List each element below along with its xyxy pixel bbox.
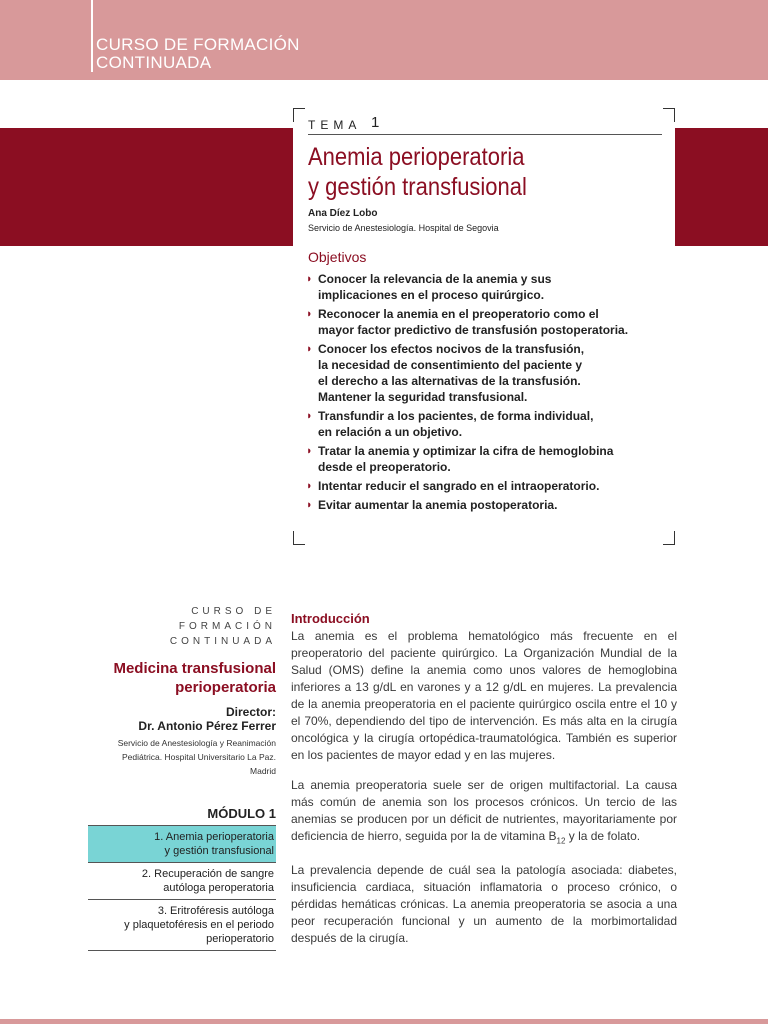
bullet-icon: ◗ <box>306 499 313 511</box>
section-heading: Introducción <box>291 611 370 626</box>
paragraph <box>291 777 677 849</box>
corner-mark <box>293 531 294 545</box>
objective-item <box>306 341 676 405</box>
objective-item <box>306 408 676 440</box>
objective-item <box>306 443 676 475</box>
footer-band <box>0 1019 768 1024</box>
bullet-icon: ◗ <box>306 410 313 422</box>
module-item-2[interactable]: 2. Recuperación de sangre autóloga peroperatoria <box>88 863 276 900</box>
header-brand-line2: CONTINUADA <box>96 53 212 72</box>
bullet-icon: ◗ <box>306 343 313 355</box>
objectives-panel <box>293 108 675 545</box>
objective-item <box>306 271 676 303</box>
objective-text: Conocer los efectos nocivos de la transfusión, la necesidad de consentimiento del paciente y el derecho a las alternativas de la transfusión. Mantener la seguridad transfusional. <box>318 342 585 404</box>
header-brand-line1: CURSO DE FORMACIÓN <box>96 35 300 54</box>
module-heading: MÓDULO 1 <box>88 806 276 826</box>
objective-text: Transfundir a los pacientes, de forma individual, en relación a un objetivo. <box>318 409 594 439</box>
header-divider <box>91 0 93 72</box>
article-title-line1: Anemia perioperatoria <box>308 143 525 171</box>
paragraph-text: La anemia preoperatoria suele ser de origen multifactorial. La causa más común de anemia son los procesos crónicos. Un tercio de las anemias se producen por un déficit de nutrientes, mayoritariamente por deficiencia de hierro, seguida por la de vitamina B <box>291 778 677 843</box>
objective-item <box>306 306 676 338</box>
tema-number: 1 <box>371 114 380 131</box>
sidebar-brand-line3: CONTINUADA <box>169 636 276 647</box>
tema-label: TEMA <box>308 118 362 132</box>
director-name: Dr. Antonio Pérez Ferrer <box>138 719 276 733</box>
objectives-heading: Objetivos <box>308 249 367 265</box>
article-affiliation: Servicio de Anestesiología. Hospital de Segovia <box>308 223 499 233</box>
objective-item <box>306 497 676 513</box>
sidebar-brand-line2: FORMACIÓN <box>178 621 276 632</box>
objective-text: Evitar aumentar la anemia postoperatoria. <box>318 498 558 512</box>
bullet-icon: ◗ <box>306 308 313 320</box>
article-title-line2: y gestión transfusional <box>308 173 527 201</box>
course-title <box>88 659 276 697</box>
objective-text: Intentar reducir el sangrado en el intraoperatorio. <box>318 479 600 493</box>
director-label: Director: <box>225 705 276 719</box>
corner-mark <box>674 531 675 545</box>
corner-mark <box>674 108 675 122</box>
bullet-icon: ◗ <box>306 480 313 492</box>
objective-text: Tratar la anemia y optimizar la cifra de hemoglobina desde el preoperatorio. <box>318 444 614 474</box>
objective-text: Conocer la relevancia de la anemia y sus implicaciones en el proceso quirúrgico. <box>318 272 552 302</box>
corner-mark <box>293 108 305 109</box>
director-affil-line3: Madrid <box>250 766 276 776</box>
director-affiliation <box>88 736 276 778</box>
main-text <box>291 610 677 960</box>
bullet-icon: ◗ <box>306 445 313 457</box>
article-title <box>308 142 625 202</box>
corner-mark <box>293 544 305 545</box>
director-affil-line1: Servicio de Anestesiología y Reanimación <box>117 738 276 748</box>
paragraph: La anemia es el problema hematológico más frecuente en el preoperatorio del paciente quirúrgico. La Organización Mundial de la Salud (OMS) define la anemia como unos valores de hemoglobina inferiores a 13 g/dL en varones y a 12 g/dL en mujeres. La prevalencia de la anemia preoperatoria en el paciente quirúrgico oscila entre el 10 y el 70%, dependiendo del tipo de intervención. Es más alta en la cirugía oncológica y la cirugía ortopédica-traumatológica. También es superior en los pacientes de mayor edad y en las mujeres. <box>291 629 677 762</box>
objective-item <box>306 478 676 494</box>
objective-text: Reconocer la anemia en el preoperatorio como el mayor factor predictivo de transfusión postoperatoria. <box>318 307 629 337</box>
sidebar-brand <box>88 604 276 649</box>
tema-rule <box>308 134 662 135</box>
paragraph-text: y la de folato. <box>565 829 641 843</box>
sidebar-brand-line1: CURSO DE <box>191 606 276 617</box>
objectives-list <box>306 271 676 516</box>
bullet-icon: ◗ <box>306 273 313 285</box>
corner-mark <box>293 108 294 122</box>
module-item-1[interactable]: 1. Anemia perioperatoria y gestión transfusional <box>88 826 276 863</box>
course-title-line1: Medicina transfusional <box>113 660 276 677</box>
sidebar <box>88 604 276 951</box>
course-title-line2: perioperatoria <box>175 679 276 696</box>
module-item-3[interactable]: 3. Eritroféresis autóloga y plaquetoféresis en el periodo perioperatorio <box>88 900 276 951</box>
director-affil-line2: Pediátrica. Hospital Universitario La Paz. <box>121 752 276 762</box>
header-brand <box>96 36 300 72</box>
paragraph: La prevalencia depende de cuál sea la patología asociada: diabetes, insuficiencia cardiaca, situación inflamatoria o proceso crónico, o pérdidas hemáticas crónicas. La anemia preoperatoria se asocia a una peor recuperación funcional y un aumento de la morbimortalidad después de la cirugía. <box>291 863 677 946</box>
article-author: Ana Díez Lobo <box>308 208 378 219</box>
subscript: 12 <box>556 836 566 846</box>
